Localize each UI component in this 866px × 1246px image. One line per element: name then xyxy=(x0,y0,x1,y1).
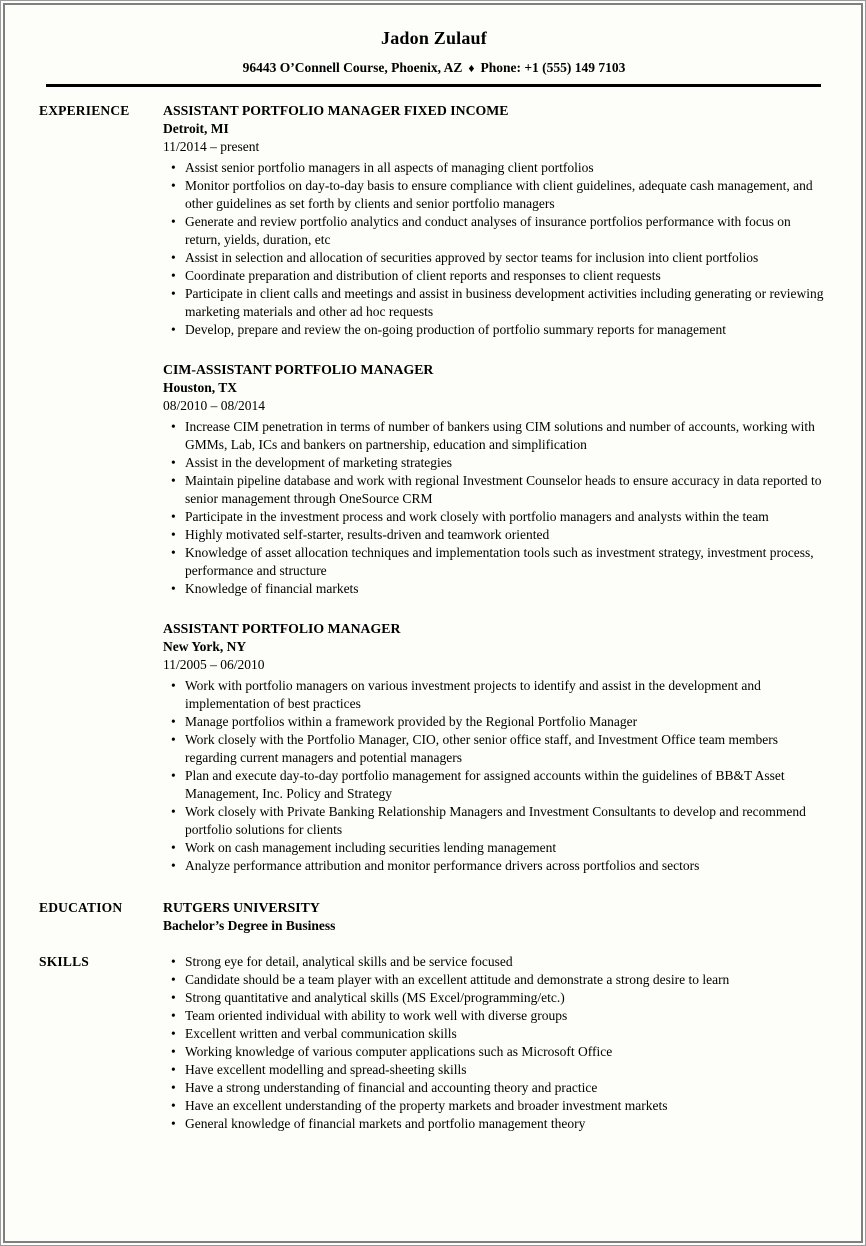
bullet-icon: • xyxy=(171,581,176,596)
section-label-skills: SKILLS xyxy=(39,954,89,969)
list-item xyxy=(163,526,829,544)
job-dates: 11/2005 – 06/2010 xyxy=(163,657,265,672)
bullet-text: Team oriented individual with ability to work well with diverse groups xyxy=(185,1008,568,1023)
person-name: Jadon Zulauf xyxy=(381,28,487,48)
list-item xyxy=(163,544,829,580)
list-item xyxy=(163,285,829,321)
education-main xyxy=(163,899,829,935)
bullet-icon: • xyxy=(171,678,176,693)
bullet-icon: • xyxy=(171,160,176,175)
list-item xyxy=(163,989,829,1007)
bullet-text: Working knowledge of various computer applications such as Microsoft Office xyxy=(185,1044,613,1059)
resume-content xyxy=(1,1,865,1133)
list-item xyxy=(163,213,829,249)
bullet-icon: • xyxy=(171,858,176,873)
list-item xyxy=(163,953,829,971)
bullet-text: Increase CIM penetration in terms of number of bankers using CIM solutions and number of accounts, working with GMMs, Lab, ICs and bankers on partnership, education and simplification xyxy=(185,419,815,452)
list-item xyxy=(163,580,829,598)
section-label-education: EDUCATION xyxy=(39,900,123,915)
bullet-text: Strong eye for detail, analytical skills and be service focused xyxy=(185,954,513,969)
list-item xyxy=(163,1025,829,1043)
job-title: ASSISTANT PORTFOLIO MANAGER xyxy=(163,621,401,636)
bullet-icon: • xyxy=(171,1116,176,1131)
list-item xyxy=(163,839,829,857)
bullet-text: General knowledge of financial markets and portfolio management theory xyxy=(185,1116,586,1131)
list-item xyxy=(163,159,829,177)
bullet-icon: • xyxy=(171,840,176,855)
bullet-icon: • xyxy=(171,804,176,819)
list-item xyxy=(163,267,829,285)
header-divider xyxy=(46,84,821,87)
bullet-text: Knowledge of asset allocation techniques and implementation tools such as investment strategy, investment process, performance and structure xyxy=(185,545,814,578)
bullet-icon: • xyxy=(171,455,176,470)
bullet-text: Assist senior portfolio managers in all aspects of managing client portfolios xyxy=(185,160,594,175)
list-item xyxy=(163,677,829,713)
list-item xyxy=(163,1061,829,1079)
education-section xyxy=(39,899,829,935)
job-location: Detroit, MI xyxy=(163,121,229,136)
job-title: ASSISTANT PORTFOLIO MANAGER FIXED INCOME xyxy=(163,103,509,118)
list-item xyxy=(163,767,829,803)
job-title: CIM-ASSISTANT PORTFOLIO MANAGER xyxy=(163,362,434,377)
bullet-icon: • xyxy=(171,509,176,524)
bullet-icon: • xyxy=(171,1008,176,1023)
bullet-text: Have a strong understanding of financial and accounting theory and practice xyxy=(185,1080,598,1095)
experience-section xyxy=(39,102,829,875)
bullet-text: Assist in selection and allocation of securities approved by sector teams for inclusion into client portfolios xyxy=(185,250,759,265)
bullet-icon: • xyxy=(171,473,176,488)
list-item xyxy=(163,249,829,267)
bullet-text: Coordinate preparation and distribution of client reports and responses to client requests xyxy=(185,268,661,283)
job-entry xyxy=(163,102,829,339)
list-item xyxy=(163,508,829,526)
list-item xyxy=(163,177,829,213)
bullet-text: Participate in the investment process and work closely with portfolio managers and analysts within the team xyxy=(185,509,769,524)
bullet-text: Have an excellent understanding of the property markets and broader investment markets xyxy=(185,1098,668,1113)
experience-main xyxy=(163,102,829,875)
section-label-experience: EXPERIENCE xyxy=(39,103,130,118)
list-item xyxy=(163,971,829,989)
bullet-text: Plan and execute day-to-day portfolio management for assigned accounts within the guidelines of BB&T Asset Management, Inc. Policy and Strategy xyxy=(185,768,785,801)
bullet-icon: • xyxy=(171,768,176,783)
school-name: RUTGERS UNIVERSITY xyxy=(163,900,320,915)
list-item xyxy=(163,1079,829,1097)
bullet-text: Work closely with the Portfolio Manager, CIO, other senior office staff, and Investment Office team members regarding current managers and potential managers xyxy=(185,732,778,765)
job-bullet-list xyxy=(163,159,829,339)
bullet-text: Have excellent modelling and spread-sheeting skills xyxy=(185,1062,467,1077)
list-item xyxy=(163,1097,829,1115)
diamond-icon: ♦ xyxy=(468,61,475,75)
job-dates: 08/2010 – 08/2014 xyxy=(163,398,266,413)
bullet-text: Maintain pipeline database and work with regional Investment Counselor heads to ensure accuracy in data reported to senior management through OneSource CRM xyxy=(185,473,822,506)
list-item xyxy=(163,472,829,508)
list-item xyxy=(163,803,829,839)
bullet-text: Assist in the development of marketing strategies xyxy=(185,455,452,470)
skills-main xyxy=(163,953,829,1133)
bullet-text: Monitor portfolios on day-to-day basis to ensure compliance with client guidelines, adequate cash management, and other guidelines as set forth by clients and senior portfolio managers xyxy=(185,178,813,211)
skills-section xyxy=(39,953,829,1133)
job-location: Houston, TX xyxy=(163,380,238,395)
skills-bullet-list xyxy=(163,953,829,1133)
job-bullet-list xyxy=(163,418,829,598)
bullet-text: Manage portfolios within a framework provided by the Regional Portfolio Manager xyxy=(185,714,638,729)
bullet-icon: • xyxy=(171,1098,176,1113)
bullet-text: Work with portfolio managers on various investment projects to identify and assist in the development and implementation of best practices xyxy=(185,678,761,711)
bullet-text: Candidate should be a team player with an excellent attitude and demonstrate a strong desire to learn xyxy=(185,972,730,987)
bullet-text: Generate and review portfolio analytics and conduct analyses of insurance portfolios performance with focus on return, yields, duration, etc xyxy=(185,214,791,247)
list-item xyxy=(163,1043,829,1061)
bullet-text: Work on cash management including securities lending management xyxy=(185,840,557,855)
list-item xyxy=(163,1115,829,1133)
bullet-text: Analyze performance attribution and monitor performance drivers across portfolios and sectors xyxy=(185,858,700,873)
bullet-icon: • xyxy=(171,178,176,193)
list-item xyxy=(163,454,829,472)
job-bullet-list xyxy=(163,677,829,875)
phone-text: Phone: +1 (555) 149 7103 xyxy=(480,60,626,75)
resume-header xyxy=(39,28,829,87)
bullet-icon: • xyxy=(171,527,176,542)
list-item xyxy=(163,418,829,454)
bullet-icon: • xyxy=(171,214,176,229)
bullet-icon: • xyxy=(171,286,176,301)
job-location: New York, NY xyxy=(163,639,247,654)
bullet-icon: • xyxy=(171,954,176,969)
contact-line xyxy=(39,60,829,76)
job-entry xyxy=(163,620,829,875)
degree-name: Bachelor’s Degree in Business xyxy=(163,918,336,933)
list-item xyxy=(163,731,829,767)
bullet-icon: • xyxy=(171,545,176,560)
bullet-icon: • xyxy=(171,322,176,337)
bullet-icon: • xyxy=(171,1044,176,1059)
bullet-icon: • xyxy=(171,250,176,265)
list-item xyxy=(163,713,829,731)
bullet-icon: • xyxy=(171,732,176,747)
address-text: 96443 O’Connell Course, Phoenix, AZ xyxy=(242,60,463,75)
bullet-text: Participate in client calls and meetings and assist in business development activities including generating or reviewing marketing materials and other ad hoc requests xyxy=(185,286,824,319)
bullet-icon: • xyxy=(171,990,176,1005)
bullet-text: Develop, prepare and review the on-going production of portfolio summary reports for management xyxy=(185,322,726,337)
bullet-icon: • xyxy=(171,419,176,434)
list-item xyxy=(163,321,829,339)
bullet-text: Highly motivated self-starter, results-driven and teamwork oriented xyxy=(185,527,550,542)
bullet-icon: • xyxy=(171,972,176,987)
bullet-icon: • xyxy=(171,1026,176,1041)
bullet-icon: • xyxy=(171,714,176,729)
list-item xyxy=(163,1007,829,1025)
job-entry xyxy=(163,361,829,598)
list-item xyxy=(163,857,829,875)
job-dates: 11/2014 – present xyxy=(163,139,260,154)
bullet-text: Work closely with Private Banking Relationship Managers and Investment Consultants to develop and recommend portfolio solutions for clients xyxy=(185,804,806,837)
bullet-icon: • xyxy=(171,1080,176,1095)
bullet-text: Strong quantitative and analytical skills (MS Excel/programming/etc.) xyxy=(185,990,565,1005)
bullet-text: Excellent written and verbal communication skills xyxy=(185,1026,457,1041)
bullet-text: Knowledge of financial markets xyxy=(185,581,359,596)
bullet-icon: • xyxy=(171,1062,176,1077)
bullet-icon: • xyxy=(171,268,176,283)
